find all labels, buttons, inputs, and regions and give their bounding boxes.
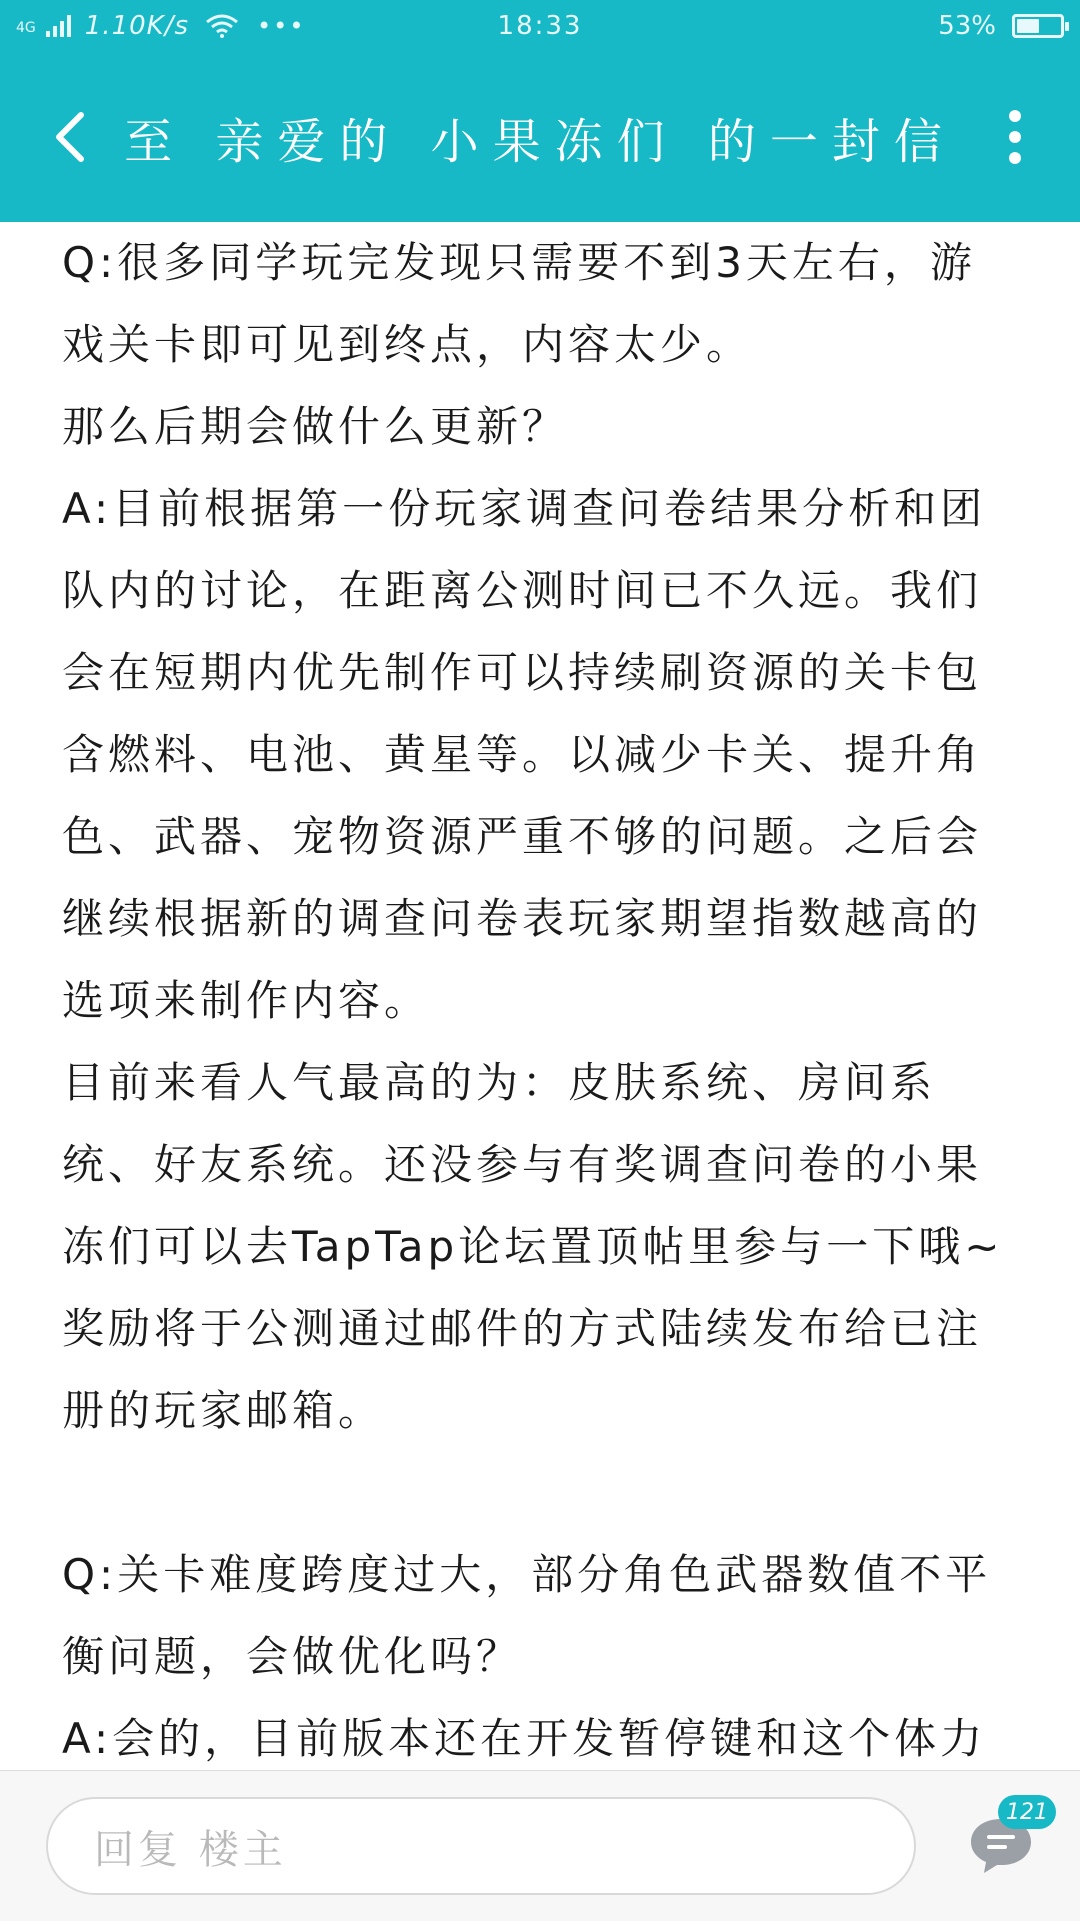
app-bar	[0, 52, 1080, 222]
wifi-icon	[205, 14, 239, 38]
clock: 18:33	[497, 11, 583, 41]
more-menu-button[interactable]	[990, 107, 1040, 167]
network-speed: 1.10K/s	[84, 11, 190, 41]
reply-bar	[0, 1770, 1080, 1921]
post-paragraph: Q:关卡难度跨度过大，部分角色武器数值不平衡问题，会做优化吗？	[62, 1550, 992, 1681]
status-bar	[0, 0, 1080, 52]
status-right	[938, 11, 1064, 41]
network-type: 4G	[16, 20, 36, 36]
post-content[interactable]	[62, 222, 1020, 1770]
battery-level	[1017, 19, 1039, 33]
post-paragraph: 那么后期会做什么更新？	[62, 402, 569, 451]
paragraph-spacer	[62, 1452, 1020, 1534]
status-left	[16, 11, 305, 41]
battery-icon	[1012, 14, 1064, 38]
post-paragraph: A:目前根据第一份玩家调查问卷结果分析和团队内的讨论，在距离公测时间已不久远。我们会在短期内优先制作可以持续刷资源的关卡包含燃料、电池、黄星等。以减少卡关、提升角色、武器、宠物资源严重不够的问题。之后会继续根据新的调查问卷表玩家期望指数越高的选项来制作内容。	[62, 484, 987, 1025]
post-paragraph: Q:很多同学玩完发现只需要不到3天左右，游戏关卡即可见到终点，内容太少。	[62, 238, 976, 369]
reply-input[interactable]: 回复 楼主	[46, 1797, 916, 1895]
post-paragraph: A:会的，目前版本还在开发暂停键和这个体力	[62, 1714, 987, 1763]
page-title: 至 亲爱的 小果冻们 的一封信	[124, 113, 956, 170]
post-paragraph: 目前来看人气最高的为：皮肤系统、房间系统、好友系统。还没参与有奖调查问卷的小果冻们可以去TapTap论坛置顶帖里参与一下哦~奖励将于公测通过邮件的方式陆续发布给已注册的玩家邮箱。	[62, 1058, 1004, 1435]
back-button[interactable]	[40, 102, 100, 172]
signal-icon	[46, 15, 71, 37]
more-status-icon: •••	[257, 12, 306, 40]
battery-percent: 53%	[938, 11, 996, 41]
back-arrow-icon	[53, 111, 87, 163]
more-vertical-icon	[1009, 110, 1021, 164]
comment-count-badge: 121	[998, 1795, 1056, 1829]
